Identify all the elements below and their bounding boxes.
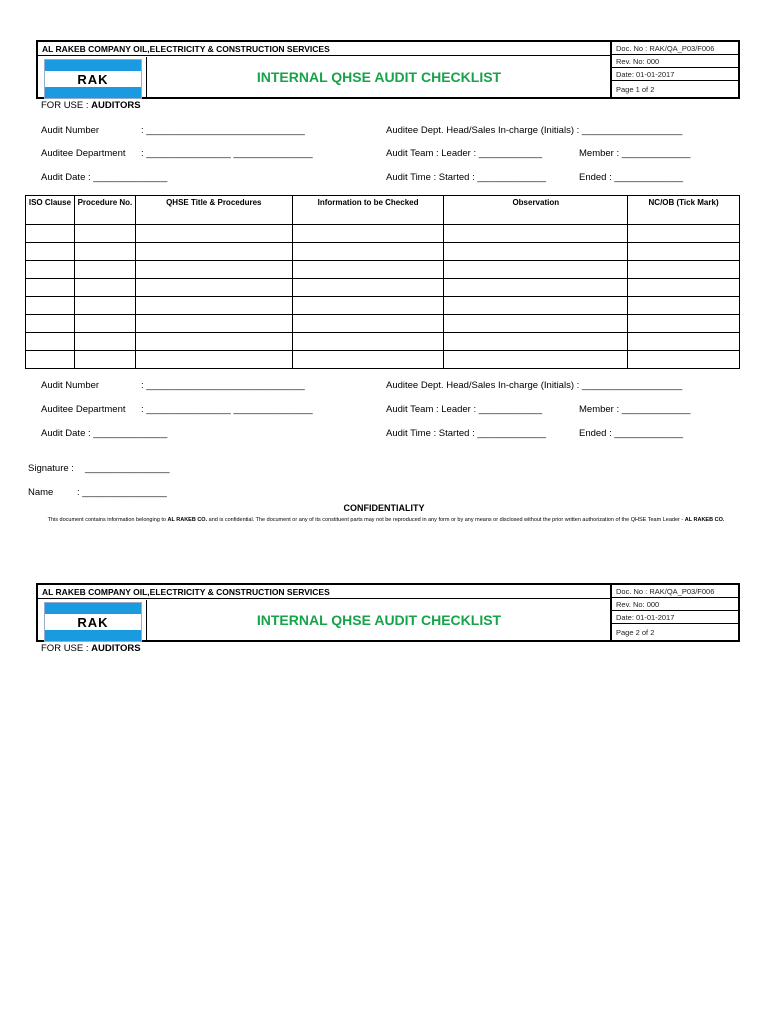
page-number-2: Page 2 of 2 <box>616 628 655 637</box>
dept-head-field[interactable]: Auditee Dept. Head/Sales In-charge (Initials) : ___________________ <box>386 125 683 136</box>
table-cell[interactable] <box>292 315 444 333</box>
doc-number: Doc. No : RAK/QA_P03/F006 <box>612 42 738 55</box>
col-information: Information to be Checked <box>292 196 444 225</box>
table-cell[interactable] <box>26 333 75 351</box>
for-use-label: FOR USE : <box>41 100 89 111</box>
table-cell[interactable] <box>26 243 75 261</box>
table-cell[interactable] <box>292 279 444 297</box>
table-cell[interactable] <box>628 261 740 279</box>
table-cell[interactable] <box>26 279 75 297</box>
signature-field[interactable]: ________________ <box>85 463 170 474</box>
table-row <box>26 225 740 243</box>
auditee-department-label-2: Auditee Department <box>41 404 126 415</box>
table-row <box>26 261 740 279</box>
table-cell[interactable] <box>444 261 628 279</box>
company-name-2: AL RAKEB COMPANY OIL,ELECTRICITY & CONSTRUCTION SERVICES <box>38 585 610 599</box>
rev-number: Rev. No: 000 <box>612 55 738 68</box>
table-cell[interactable] <box>74 315 135 333</box>
rev-number-2: Rev. No: 000 <box>612 598 738 611</box>
table-cell[interactable] <box>444 333 628 351</box>
audit-team-field-2[interactable]: Audit Team : Leader : ____________ <box>386 404 543 415</box>
table-cell[interactable] <box>444 351 628 369</box>
header-block-page-2 <box>36 583 740 642</box>
table-cell[interactable] <box>628 279 740 297</box>
for-use-label-2: FOR USE : <box>41 643 89 654</box>
table-cell[interactable] <box>628 333 740 351</box>
table-cell[interactable] <box>135 315 292 333</box>
table-cell[interactable] <box>74 297 135 315</box>
name-field[interactable]: : ________________ <box>77 487 167 498</box>
document-meta <box>610 42 738 97</box>
doc-number-2: Doc. No : RAK/QA_P03/F006 <box>612 585 738 598</box>
logo-text-2: RAK <box>77 615 109 630</box>
table-row <box>26 351 740 369</box>
table-cell[interactable] <box>74 279 135 297</box>
table-cell[interactable] <box>292 261 444 279</box>
table-cell[interactable] <box>26 297 75 315</box>
audit-time-field-2[interactable]: Audit Time : Started : _____________ <box>386 428 547 439</box>
table-cell[interactable] <box>135 261 292 279</box>
company-logo <box>44 59 142 99</box>
table-cell[interactable] <box>26 225 75 243</box>
member-field-2[interactable]: Member : _____________ <box>579 404 691 415</box>
table-cell[interactable] <box>74 225 135 243</box>
table-cell[interactable] <box>26 351 75 369</box>
table-header-row <box>26 196 740 225</box>
document-title-2: INTERNAL QHSE AUDIT CHECKLIST <box>256 612 502 628</box>
table-row <box>26 297 740 315</box>
table-row <box>26 333 740 351</box>
table-cell[interactable] <box>444 243 628 261</box>
for-use-value-2: AUDITORS <box>91 643 141 654</box>
col-ncob: NC/OB (Tick Mark) <box>628 196 740 225</box>
audit-date-field[interactable]: Audit Date : ______________ <box>41 172 168 183</box>
table-cell[interactable] <box>135 225 292 243</box>
header-block-page-1 <box>36 40 740 99</box>
dept-head-field-2[interactable]: Auditee Dept. Head/Sales In-charge (Initials) : ___________________ <box>386 380 683 391</box>
table-cell[interactable] <box>135 243 292 261</box>
col-qhse-title: QHSE Title & Procedures <box>135 196 292 225</box>
col-observation: Observation <box>444 196 628 225</box>
member-field[interactable]: Member : _____________ <box>579 148 691 159</box>
table-cell[interactable] <box>135 351 292 369</box>
table-cell[interactable] <box>74 261 135 279</box>
page-number: Page 1 of 2 <box>616 85 655 94</box>
audit-number-field[interactable]: : ______________________________ <box>141 125 305 136</box>
audit-checklist-table <box>25 195 740 369</box>
signature-label: Signature : <box>28 463 74 474</box>
audit-time-field[interactable]: Audit Time : Started : _____________ <box>386 172 547 183</box>
document-meta-2 <box>610 585 738 640</box>
doc-date: Date: 01-01-2017 <box>612 68 738 81</box>
table-cell[interactable] <box>628 315 740 333</box>
confidentiality-title: CONFIDENTIALITY <box>343 503 425 513</box>
logo-text: RAK <box>77 72 109 87</box>
ended-field-2[interactable]: Ended : _____________ <box>579 428 684 439</box>
table-cell[interactable] <box>135 279 292 297</box>
for-use-2 <box>41 643 141 654</box>
auditee-department-field[interactable]: : ________________ _______________ <box>141 148 313 159</box>
table-cell[interactable] <box>292 351 444 369</box>
for-use <box>41 100 141 111</box>
audit-number-label: Audit Number <box>41 125 100 136</box>
table-cell[interactable] <box>74 243 135 261</box>
table-cell[interactable] <box>74 351 135 369</box>
table-cell[interactable] <box>26 315 75 333</box>
table-cell[interactable] <box>444 225 628 243</box>
table-cell[interactable] <box>628 225 740 243</box>
table-cell[interactable] <box>292 297 444 315</box>
auditee-department-field-2[interactable]: : ________________ _______________ <box>141 404 313 415</box>
table-cell[interactable] <box>628 243 740 261</box>
company-name: AL RAKEB COMPANY OIL,ELECTRICITY & CONSTRUCTION SERVICES <box>38 42 610 56</box>
table-cell[interactable] <box>26 261 75 279</box>
name-label: Name <box>28 487 54 498</box>
auditee-department-label: Auditee Department <box>41 148 126 159</box>
table-cell[interactable] <box>292 333 444 351</box>
table-row <box>26 279 740 297</box>
audit-number-label-2: Audit Number <box>41 380 100 391</box>
audit-date-field-2[interactable]: Audit Date : ______________ <box>41 428 168 439</box>
for-use-value: AUDITORS <box>91 100 141 111</box>
table-cell[interactable] <box>292 243 444 261</box>
audit-team-field[interactable]: Audit Team : Leader : ____________ <box>386 148 543 159</box>
col-procedure-no: Procedure No. <box>74 196 135 225</box>
table-cell[interactable] <box>444 297 628 315</box>
table-cell[interactable] <box>628 351 740 369</box>
table-cell[interactable] <box>444 315 628 333</box>
company-logo-2 <box>44 602 142 642</box>
table-row <box>26 243 740 261</box>
document-title: INTERNAL QHSE AUDIT CHECKLIST <box>256 69 502 85</box>
table-cell[interactable] <box>628 297 740 315</box>
confidentiality-text: This document contains information belonging to AL RAKEB CO. and is confidential. The document or any of its constituent parts may not be reproduced in any form or by any means or disclosed without the prior written authorization of the QHSE Team Leader - AL RAKEB CO. <box>47 517 725 523</box>
table-cell[interactable] <box>444 279 628 297</box>
audit-number-field-2[interactable]: : ______________________________ <box>141 380 305 391</box>
ended-field[interactable]: Ended : _____________ <box>579 172 684 183</box>
table-cell[interactable] <box>74 333 135 351</box>
col-iso-clause: ISO Clause <box>26 196 75 225</box>
table-cell[interactable] <box>135 333 292 351</box>
doc-date-2: Date: 01-01-2017 <box>612 611 738 624</box>
table-cell[interactable] <box>292 225 444 243</box>
table-row <box>26 315 740 333</box>
table-cell[interactable] <box>135 297 292 315</box>
